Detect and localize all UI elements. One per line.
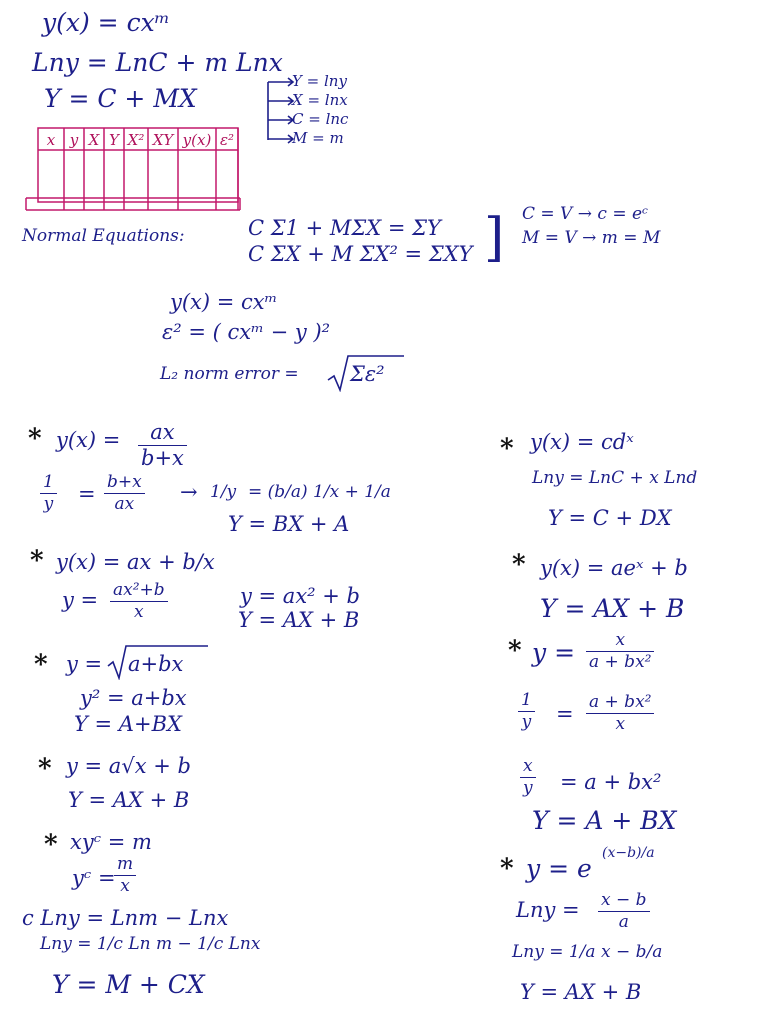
normal-eq-1: C Σ1 + MΣX = ΣY — [248, 216, 441, 240]
rational-lhs: y(x) = — [56, 428, 121, 452]
exp-frac-model: y = e — [526, 854, 592, 883]
sub-C: C = lnc — [292, 110, 349, 128]
xyc-linear: Y = M + CX — [52, 970, 205, 999]
recip-arrow: → — [180, 480, 198, 504]
xyc-frac: m x — [114, 856, 136, 895]
exp-d-linear: Y = C + DX — [548, 506, 672, 530]
bullet-star: * — [28, 424, 42, 454]
l2-norm-root: Σε² — [350, 362, 385, 386]
result-m: M = V → m = M — [522, 228, 661, 248]
rat2-linear: Y = A + BX — [532, 806, 677, 835]
table-header-X2: X² — [127, 131, 145, 149]
result-c: C = V → c = eᶜ — [522, 204, 649, 224]
hyper-linear: Y = AX + B — [238, 608, 360, 632]
table-header-yx: y(x) — [182, 131, 212, 149]
xyc-model: xyᶜ = m — [70, 830, 152, 854]
rat2-frac: x a + bx² — [586, 632, 654, 671]
exp-frac-exponent: (x−b)/a — [602, 845, 655, 861]
bullet-star: * — [44, 830, 58, 860]
bullet-star: * — [500, 854, 514, 884]
bracket-arrows-icon — [262, 72, 302, 150]
rat2-recip-lhs: 1 y — [518, 692, 535, 731]
rat2-recip-rhs: a + bx² x — [586, 694, 654, 733]
table-header-Y: Y — [109, 131, 119, 149]
table-header-XY: XY — [152, 131, 174, 149]
table-header-eps2: ε² — [219, 131, 235, 149]
normal-equations-label: Normal Equations: — [22, 226, 185, 246]
xyc-lhs: yᶜ = — [72, 866, 116, 890]
bullet-star: * — [512, 550, 526, 580]
eq-log-form: Lny = LnC + m Lnx — [32, 48, 283, 77]
hyper-model: y(x) = ax + b/x — [56, 550, 215, 574]
hyper-lhs: y = — [62, 588, 99, 612]
exp-e-model: y(x) = aeˣ + b — [540, 556, 688, 580]
sqrt-linear: Y = A+BX — [74, 712, 182, 736]
recip-lhs-2: 1/y — [210, 482, 237, 502]
xyc-log2: Lny = 1/c Ln m − 1/c Lnx — [40, 934, 261, 954]
exp-frac-log-lhs: Lny = — [516, 898, 580, 922]
sqrt-squared: y² = a+bx — [80, 686, 187, 710]
data-table — [24, 124, 242, 214]
right-bracket-icon: ] — [484, 208, 505, 268]
exp-frac-log-frac: x − b a — [598, 892, 650, 931]
table-header-X: X — [88, 131, 100, 149]
rootx-linear: Y = AX + B — [68, 788, 190, 812]
bullet-star: * — [30, 546, 44, 576]
bullet-star: * — [508, 636, 522, 666]
error-model: y(x) = cxᵐ — [170, 290, 278, 314]
exp-e-linear: Y = AX + B — [540, 594, 685, 623]
hyper-mult: y = ax² + b — [240, 584, 360, 608]
table-header-y: y — [69, 131, 79, 149]
normal-eq-2: C ΣX + M ΣX² = ΣXY — [248, 242, 473, 266]
hyper-frac: ax²+b x — [110, 582, 168, 621]
l2-norm-label: L₂ norm error = — [160, 364, 299, 384]
error-squared: ε² = ( cxᵐ − y )² — [162, 320, 331, 344]
sub-Y: Y = lny — [292, 72, 347, 90]
xyc-log: c Lny = Lnm − Lnx — [22, 906, 229, 930]
sqrt-model-root: a+bx — [128, 652, 184, 676]
exp-d-log: Lny = LnC + x Lnd — [532, 468, 698, 488]
rat2-xy-lhs: x y — [520, 758, 536, 797]
exp-frac-linear: Y = AX + B — [520, 980, 642, 1004]
exp-frac-log-expanded: Lny = 1/a x − b/a — [512, 942, 663, 962]
recip-lhs-frac: 1 y — [40, 474, 57, 513]
sub-M: M = m — [292, 129, 344, 147]
recip-linear: Y = BX + A — [228, 512, 350, 536]
sub-X: X = lnx — [292, 91, 348, 109]
recip-eq: = — [78, 482, 96, 506]
rootx-model: y = a√x + b — [66, 754, 191, 778]
recip-expanded: = (b/a) 1/x + 1/a — [248, 482, 391, 502]
rational-frac — [138, 422, 187, 469]
rat2-xy-rhs: = a + bx² — [560, 770, 662, 794]
table-header-x: x — [46, 131, 56, 149]
eq-linear-form: Y = C + MX — [44, 84, 197, 113]
recip-rhs-frac: b+x ax — [104, 474, 145, 513]
exp-d-model: y(x) = cdˣ — [530, 430, 634, 454]
bullet-star: * — [500, 434, 514, 464]
rational-den: b+x — [141, 446, 184, 470]
eq-power-model: y(x) = cxᵐ — [42, 8, 171, 37]
sqrt-model-lhs: y = — [66, 652, 103, 676]
rational-num: ax — [150, 420, 175, 444]
rat2-eq: = — [556, 702, 574, 726]
bullet-star: * — [34, 650, 48, 680]
rat2-lhs: y = — [532, 638, 576, 667]
substitution-list — [262, 72, 348, 148]
bullet-star: * — [38, 754, 52, 784]
